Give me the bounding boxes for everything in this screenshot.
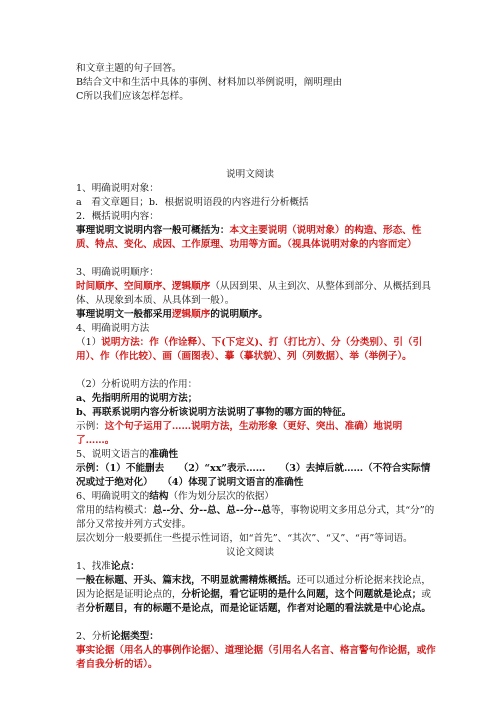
intro-line-3: C所以我们应该怎样怎样。 bbox=[76, 91, 189, 102]
item-4-step-a: a、先指明所用的说明方法； bbox=[76, 393, 198, 404]
item-6-heading-tail: （作为划分层次的依据） bbox=[168, 491, 274, 502]
arg-item-1-heading-bold: 论点： bbox=[110, 561, 140, 572]
item-5-heading-lead: 5、说明文语言的 bbox=[76, 449, 150, 460]
arg-item-1-paragraph bbox=[76, 574, 436, 616]
item-2-answer: 本文主要说明（说明对象）的构造、形态、性质、特点、变化、成因、工作原理、功用等方面。（视具体说明对象的内容而定） bbox=[76, 225, 422, 250]
arg-item-1-heading-lead: 1、找准 bbox=[76, 561, 111, 572]
item-4-step-b: b、再联系说明内容分析该说明方法说明了事物的哪方面的特征。 bbox=[76, 407, 352, 418]
item-6-patterns bbox=[76, 504, 436, 532]
intro-line-1: 和文章主题的句子回答。 bbox=[76, 63, 182, 74]
item-3-note bbox=[76, 308, 436, 322]
item-6-heading bbox=[76, 490, 436, 504]
item-6-heading-lead: 6、明确说明文的 bbox=[76, 491, 150, 502]
item-4-methods-prefix: （1） bbox=[76, 337, 102, 348]
item-1-heading: 1、明确说明对象： bbox=[76, 183, 159, 194]
arg-item-2-heading bbox=[76, 630, 436, 644]
arg-item-2-heading-lead: 2、分析 bbox=[76, 631, 111, 642]
item-4-methods-list: 说明方法：作（作诠释）、下(下定义)、打（打比方）、分（分类别）、引（引用）、作（作比较）、画（画图表）、摹（摹状貌）、列（列数据）、举（举例子）。 bbox=[76, 337, 423, 362]
item-6-patterns-bold: 总--分、分--总、总--分--总 bbox=[152, 505, 271, 516]
item-2-paragraph bbox=[76, 224, 436, 252]
item-4-methods bbox=[76, 336, 436, 364]
item-3-note-tail: 的说明顺序。 bbox=[210, 309, 268, 320]
item-4-example bbox=[76, 420, 436, 448]
arg-item-1-bold-3: 分析题目，有的标题不是论点，而是论证话题，作者对论题的看法就是中心论点。 bbox=[85, 603, 431, 614]
item-6-patterns-lead: 常用的结构模式： bbox=[76, 505, 153, 516]
item-6-heading-bold: 结构 bbox=[149, 491, 169, 502]
intro-line-2: B结合文中和生活中具体的事例、材料加以举例说明，阐明理由 bbox=[76, 77, 343, 88]
item-3-heading: 3、明确说明顺序： bbox=[76, 267, 159, 278]
item-2-heading: 2．概括说明内容： bbox=[76, 211, 159, 222]
item-6-layering: 层次划分一般要抓住一些提示性词语，如“首先”、“其次”、“又”、“再”等词语。 bbox=[76, 533, 413, 544]
arg-item-1-bold-1: 一般在标题、开头、篇末找，不明显就需精炼概括。 bbox=[76, 575, 297, 586]
item-1-detail: a 看文章题目；b．根据说明语段的内容进行分析概括 bbox=[76, 197, 309, 208]
section-title-argumentative: 议论文阅读 bbox=[226, 547, 274, 558]
arg-item-2-heading-bold: 论据类型： bbox=[110, 631, 159, 642]
item-2-lead: 事理说明文说明内容一般可概括为： bbox=[76, 225, 230, 236]
item-3-orders: 时间顺序、空间顺序、逻辑顺序 bbox=[76, 281, 211, 292]
item-4-example-lead: 示例： bbox=[76, 421, 105, 432]
item-4-heading: 4、明确说明方法 bbox=[76, 323, 150, 334]
item-3-explain: （从因到果、从主到次、从整体到部分、从概括到具体、从现象到本质、从具体到一般）。 bbox=[76, 281, 431, 306]
section-title-expository: 说明文阅读 bbox=[226, 169, 274, 180]
item-5-examples: 示例：（1）不能删去 （2）“xx”表示…… （3）去掉后就……（不符合实际情况或过于绝对化） （4）体现了说明文语言的准确性 bbox=[76, 463, 431, 488]
item-3-note-red: 逻辑顺序 bbox=[171, 309, 211, 320]
item-4-example-text: 这个句子运用了……说明方法，生动形象（更好、突出、准确）地说明了……。 bbox=[76, 421, 403, 446]
arg-item-1-bold-2: 分析论据，看它证明的是什么问题，这个问题就是论点； bbox=[181, 589, 422, 600]
item-4-function: （2）分析说明方法的作用： bbox=[76, 379, 198, 390]
item-3-note-lead: 事理说明文一般都采用 bbox=[76, 309, 172, 320]
arg-item-1-heading bbox=[76, 560, 436, 574]
item-5-heading bbox=[76, 448, 436, 462]
item-6-patterns-tail: 等，事物说明文多用总分式，其“分”的部分又常按并列方式安排。 bbox=[76, 505, 435, 530]
arg-item-1-normal-2: 或者 bbox=[76, 589, 431, 614]
item-3-paragraph bbox=[76, 280, 436, 308]
arg-item-2-paragraph: 事实论据（用名人的事例作论据）、道理论据（引用名人名言、格言警句作论据，或作者自我分析的话）。 bbox=[76, 645, 436, 670]
arg-item-1-normal-1: 还可以通过分析论据来找论点，因为论据是证明论点的， bbox=[76, 575, 431, 600]
item-5-heading-bold: 准确性 bbox=[149, 449, 179, 460]
